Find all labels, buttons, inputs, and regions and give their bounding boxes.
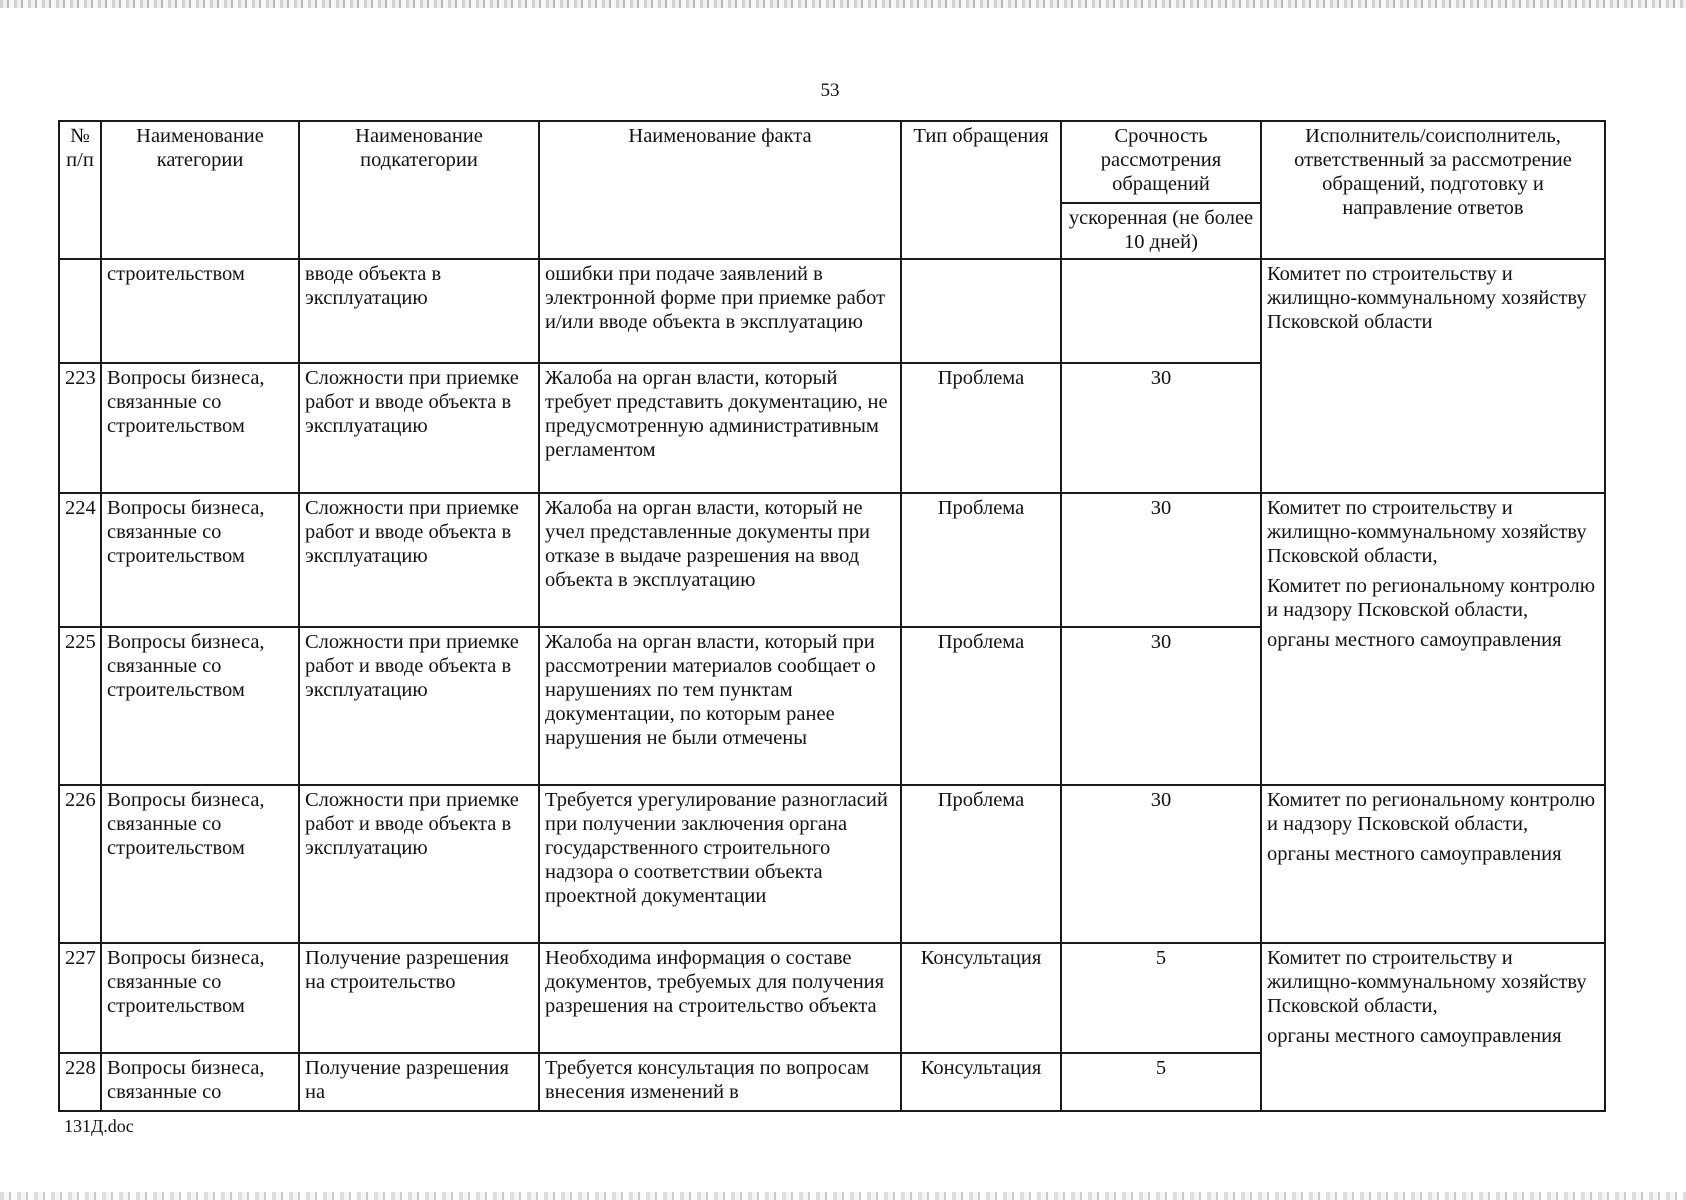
cell-fact: Жалоба на орган власти, который при рассмотрении материалов сообщает о нарушениях по тем пунктам документации, по которым ранее нарушения не были отмечены — [539, 627, 901, 785]
table-row — [59, 259, 1605, 363]
cell-subcategory: Получение разрешения на строительство — [299, 943, 539, 1053]
header-type: Тип обращения — [901, 121, 1061, 259]
cell-urgency — [1061, 259, 1261, 363]
cell-category: Вопросы бизнеса, связанные со строительством — [101, 785, 299, 943]
cell-urgency: 30 — [1061, 493, 1261, 627]
cell-type: Проблема — [901, 627, 1061, 785]
header-urgency: Срочность рассмотрения обращений — [1061, 121, 1261, 203]
cell-executor — [1261, 259, 1605, 493]
cell-category: Вопросы бизнеса, связанные со строительством — [101, 627, 299, 785]
executor-text: органы местного самоуправления — [1267, 843, 1562, 865]
header-row — [59, 121, 1605, 203]
cell-subcategory: Сложности при приемке работ и вводе объекта в эксплуатацию — [299, 627, 539, 785]
table-row — [59, 943, 1605, 1053]
cell-urgency: 5 — [1061, 1053, 1261, 1111]
cell-executor — [1261, 785, 1605, 943]
table-row — [59, 785, 1605, 943]
cell-type: Проблема — [901, 493, 1061, 627]
appeals-table — [58, 120, 1606, 1112]
scan-edge-top — [0, 0, 1686, 8]
header-number: № п/п — [59, 121, 101, 259]
cell-type: Консультация — [901, 1053, 1061, 1111]
cell-number: 226 — [59, 785, 101, 943]
executor-text: органы местного самоуправления — [1267, 629, 1562, 651]
header-category: Наименование категории — [101, 121, 299, 259]
cell-fact: Жалоба на орган власти, который не учел представленные документы при отказе в выдаче разрешения на ввод объекта в эксплуатацию — [539, 493, 901, 627]
cell-subcategory: вводе объекта в эксплуатацию — [299, 259, 539, 363]
cell-number: 223 — [59, 363, 101, 493]
cell-subcategory: Сложности при приемке работ и вводе объекта в эксплуатацию — [299, 493, 539, 627]
header-fact: Наименование факта — [539, 121, 901, 259]
cell-category: строительством — [101, 259, 299, 363]
cell-number — [59, 259, 101, 363]
cell-type: Проблема — [901, 363, 1061, 493]
cell-fact: Требуется консультация по вопросам внесения изменений в — [539, 1053, 901, 1111]
header-executor: Исполнитель/соисполнитель, ответственный за рассмотрение обращений, подготовку и направление ответов — [1261, 121, 1605, 259]
cell-subcategory: Сложности при приемке работ и вводе объекта в эксплуатацию — [299, 363, 539, 493]
cell-category: Вопросы бизнеса, связанные со строительством — [101, 363, 299, 493]
cell-fact: Жалоба на орган власти, который требует представить документацию, не предусмотренную административным регламентом — [539, 363, 901, 493]
cell-subcategory: Получение разрешения на — [299, 1053, 539, 1111]
cell-category: Вопросы бизнеса, связанные со строительством — [101, 943, 299, 1053]
cell-type: Проблема — [901, 785, 1061, 943]
scan-edge-bottom — [0, 1192, 1686, 1200]
executor-text: Комитет по региональному контролю и надзору Псковской области, — [1267, 789, 1596, 835]
cell-fact: ошибки при подаче заявлений в электронной форме при приемке работ и/или вводе объекта в эксплуатацию — [539, 259, 901, 363]
cell-number: 224 — [59, 493, 101, 627]
cell-executor — [1261, 943, 1605, 1111]
header-urgency-accelerated: ускоренная (не более 10 дней) — [1061, 203, 1261, 259]
executor-text: Комитет по строительству и жилищно-коммунальному хозяйству Псковской области, — [1267, 947, 1587, 1017]
cell-urgency: 30 — [1061, 363, 1261, 493]
cell-urgency: 30 — [1061, 785, 1261, 943]
cell-fact: Требуется урегулирование разногласий при получении заключения органа государственного строительного надзора о соответствии объекта проектной документации — [539, 785, 901, 943]
cell-urgency: 30 — [1061, 627, 1261, 785]
page-number: 53 — [820, 80, 840, 101]
cell-category: Вопросы бизнеса, связанные со строительством — [101, 493, 299, 627]
cell-number: 228 — [59, 1053, 101, 1111]
cell-type — [901, 259, 1061, 363]
executor-text: Комитет по региональному контролю и надзору Псковской области, — [1267, 575, 1596, 621]
cell-urgency: 5 — [1061, 943, 1261, 1053]
cell-executor — [1261, 493, 1605, 785]
cell-fact: Необходима информация о составе документов, требуемых для получения разрешения на строительство объекта — [539, 943, 901, 1053]
executor-text: органы местного самоуправления — [1267, 1025, 1562, 1047]
cell-number: 225 — [59, 627, 101, 785]
cell-number: 227 — [59, 943, 101, 1053]
table-row — [59, 493, 1605, 627]
cell-type: Консультация — [901, 943, 1061, 1053]
footer-filename: 131Д.doc — [64, 1116, 134, 1136]
executor-text: Комитет по строительству и жилищно-коммунальному хозяйству Псковской области, — [1267, 497, 1587, 567]
executor-text: Комитет по строительству и жилищно-коммунальному хозяйству Псковской области — [1267, 263, 1587, 333]
cell-category: Вопросы бизнеса, связанные со — [101, 1053, 299, 1111]
header-subcategory: Наименование подкатегории — [299, 121, 539, 259]
cell-subcategory: Сложности при приемке работ и вводе объекта в эксплуатацию — [299, 785, 539, 943]
